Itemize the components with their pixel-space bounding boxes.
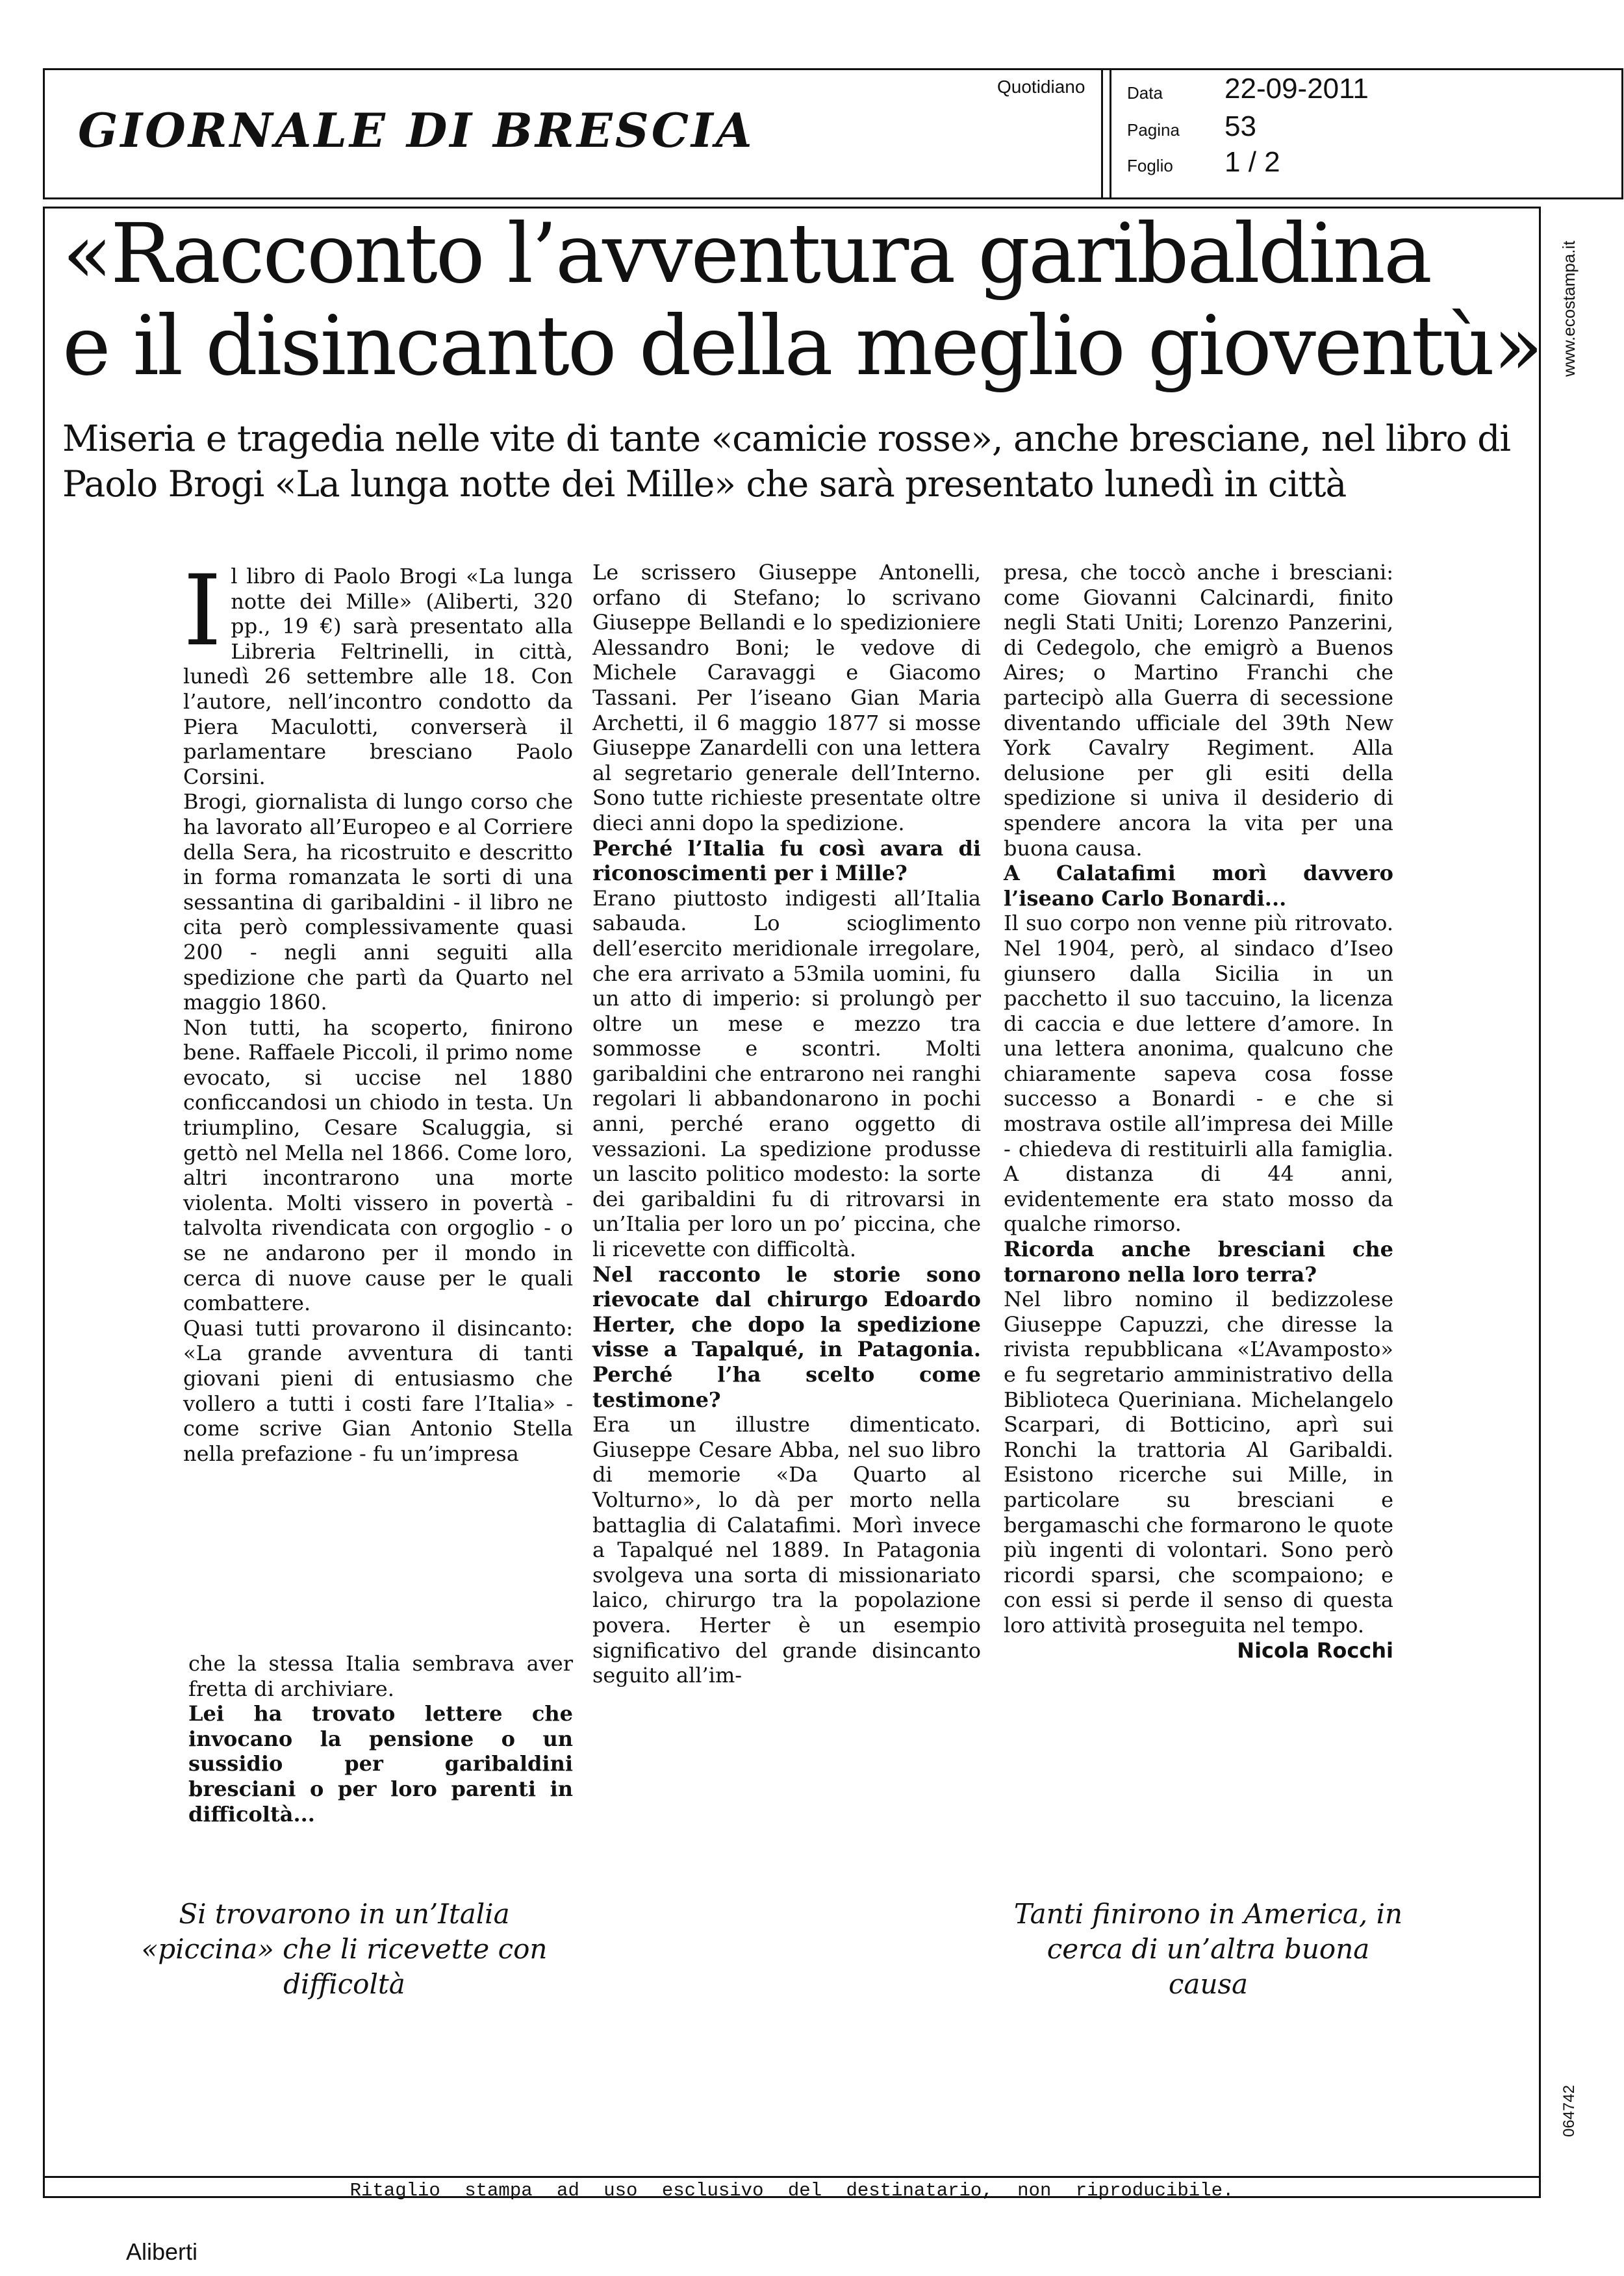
publication-type: Quotidiano (997, 77, 1085, 97)
article-column-2 (592, 560, 981, 1688)
masthead: GIORNALE DI BRESCIA (78, 103, 755, 158)
drop-cap: I (183, 555, 222, 668)
question: Perché l’Italia fu così avara di riconoscimenti per i Mille? (592, 835, 981, 886)
date-label: Data (1127, 83, 1163, 103)
side-url (1559, 214, 1579, 383)
date-value: 22-09-2011 (1224, 73, 1369, 105)
paragraph: Il suo corpo non venne più ritrovato. Nel 1904, però, al sindaco d’Iseo giunsero dalla Sicilia in un pacchetto il suo taccuino, la licenza di caccia e due lettere d’amore. In una lettera anonima, qualcuno che chiaramente sapeva cosa fosse successo a Bonardi - e che si mostrava ostile all’impresa dei Mille - chiedeva di restituirli alla famiglia. A distanza di 44 anni, evidentemente era stato mosso da qualche rimorso. (1004, 911, 1393, 1237)
credit: Aliberti (126, 2238, 198, 2265)
side-code-text: 064742 (1560, 2084, 1578, 2137)
footer-notice: Ritaglio stampa ad uso esclusivo del destinatario, non riproducibile. (349, 2180, 1234, 2201)
page-label: Pagina (1127, 120, 1180, 140)
header-divider (1101, 68, 1103, 199)
headline-line-2: e il disincanto della meglio gioventù» (62, 298, 1542, 394)
sheet-value: 1 / 2 (1224, 146, 1280, 178)
subheadline: Miseria e tragedia nelle vite di tante «camicie rosse», anche bresciane, nel libro di Paolo Brogi «La lunga notte dei Mille» che sarà presentato lunedì in città (62, 418, 1511, 505)
pull-quote-left: Si trovarono in un’Italia «piccina» che li ricevette con difficoltà (141, 1898, 548, 2000)
paragraph: che la stessa Italia sembrava aver fretta di archiviare. (188, 1651, 573, 1701)
article-column-3 (1004, 560, 1393, 1663)
sheet-label: Foglio (1127, 156, 1173, 175)
paragraph: Brogi, giornalista di lungo corso che ha lavorato all’Europeo e al Corriere della Sera, ha ricostruito e descritto in forma romanzata le sorti di una sessantina di garibaldini - il libro ne cita però complessivamente quasi 200 - negli anni seguiti alla spedizione che partì da Quarto nel maggio 1860. (183, 789, 573, 1015)
paragraph: Non tutti, ha scoperto, finirono bene. Raffaele Piccoli, il primo nome evocato, si uccise nel 1880 conficcandosi un chiodo in testa. Un triumplino, Cesare Scaluggia, si gettò nel Mella nel 1866. Come loro, altri incontrarono una morte violenta. Molti vissero in povertà - talvolta rivendicata con orgoglio - o se ne andarono per il mondo in cerca di nuove cause per le quali combattere. (183, 1015, 573, 1316)
question: Lei ha trovato lettere che invocano la pensione o un sussidio per garibaldini bresciani o per loro parenti in difficoltà... (188, 1701, 573, 1827)
headline-line-1: «Racconto l’avventura garibaldina (62, 206, 1430, 301)
footer-divider (43, 2176, 1541, 2178)
page-value: 53 (1224, 110, 1256, 142)
question: A Calatafimi morì davvero l’iseano Carlo Bonardi... (1004, 861, 1393, 911)
side-url-text: www.ecostampa.it (1559, 240, 1579, 377)
question: Nel racconto le storie sono rievocate dal chirurgo Edoardo Herter, che dopo la spedizione visse a Tapalqué, in Patagonia. Perché l’ha scelto come testimone? (592, 1261, 981, 1412)
header-divider-2 (1110, 68, 1111, 199)
paragraph: Erano piuttosto indigesti all’Italia sabauda. Lo scioglimento dell’esercito meridionale irregolare, che era arrivato a 53mila uomini, fu un atto di imperio: si prolungò per oltre un mese e mezzo tra sommosse e scontri. Molti garibaldini che entrarono nei ranghi regolari li abbandonarono in pochi anni, perché erano oggetto di vessazioni. La spedizione produsse un lascito politico modesto: la sorte dei garibaldini fu di ritrovarsi in un’Italia per loro un po’ piccina, che li ricevette con difficoltà. (592, 885, 981, 1262)
paragraph: presa, che toccò anche i bresciani: come Giovanni Calcinardi, finito negli Stati Uniti; Lorenzo Panzerini, di Cedegolo, che emigrò a Buenos Aires; o Martino Franchi che partecipò alla Guerra di secessione diventando ufficiale del 39th New York Cavalry Regiment. Alla delusione per gli esiti della spedizione si univa il desiderio di spendere ancora la vita per una buona causa. (1004, 560, 1393, 861)
paragraph: Era un illustre dimenticato. Giuseppe Cesare Abba, nel suo libro di memorie «Da Quarto al Volturno», lo dà per morto nella battaglia di Calatafimi. Morì invece a Tapalqué nel 1889. In Patagonia svolgeva una sorta di missionariato laico, chirurgo tra la popolazione povera. Herter è un esempio significativo del grande disincanto seguito all’im- (592, 1412, 981, 1688)
article-column-1-continued (188, 1651, 573, 1827)
paragraph: Quasi tutti provarono il disincanto: «La grande avventura di tanti giovani pieni di entusiasmo che vollero a tutti i costi fare l’Italia» - come scrive Gian Antonio Stella nella prefazione - fu un’impresa (183, 1315, 573, 1466)
headline (62, 208, 1543, 392)
question: Ricorda anche bresciani che tornarono nella loro terra? (1004, 1237, 1393, 1287)
article-column-1 (183, 555, 573, 1466)
author-signature: Nicola Rocchi (1237, 1637, 1393, 1663)
paragraph: Le scrissero Giuseppe Antonelli, orfano di Stefano; lo scrivano Giuseppe Bellandi e lo spedizioniere Alessandro Boni; le vedove di Michele Caravaggi e Giacomo Tassani. Per l’iseano Gian Maria Archetti, il 6 maggio 1877 si mosse Giuseppe Zanardelli con una lettera al segretario generale dell’Interno. Sono tutte richieste presentate oltre dieci anni dopo la spedizione. (592, 560, 981, 835)
paragraph: Nel libro nomino il bedizzolese Giuseppe Capuzzi, che diresse la rivista repubblicana «L’Avamposto» e fu segretario amministrativo della Biblioteca Queriniana. Michelangelo Scarpari, di Botticino, aprì sui Ronchi la trattoria Al Garibaldi. Esistono ricerche sui Mille, in particolare su bresciani e bergamaschi che formarono le quote più ingenti di volontari. Sono però ricordi sparsi, che scompaiono; e con essi si perde il senso di questa loro attività proseguita nel tempo. (1004, 1287, 1393, 1637)
paragraph: l libro di Paolo Brogi «La lunga notte dei Mille» (Aliberti, 320 pp., 19 €) sarà presentato alla Libreria Feltrinelli, in città, lunedì 26 settembre alle 18. Con l’autore, nell’incontro condotto da Piera Maculotti, converserà il parlamentare bresciano Paolo Corsini. (183, 564, 573, 789)
pull-quote-right: Tanti finirono in America, in cerca di un’altra buona causa (1013, 1898, 1403, 2000)
